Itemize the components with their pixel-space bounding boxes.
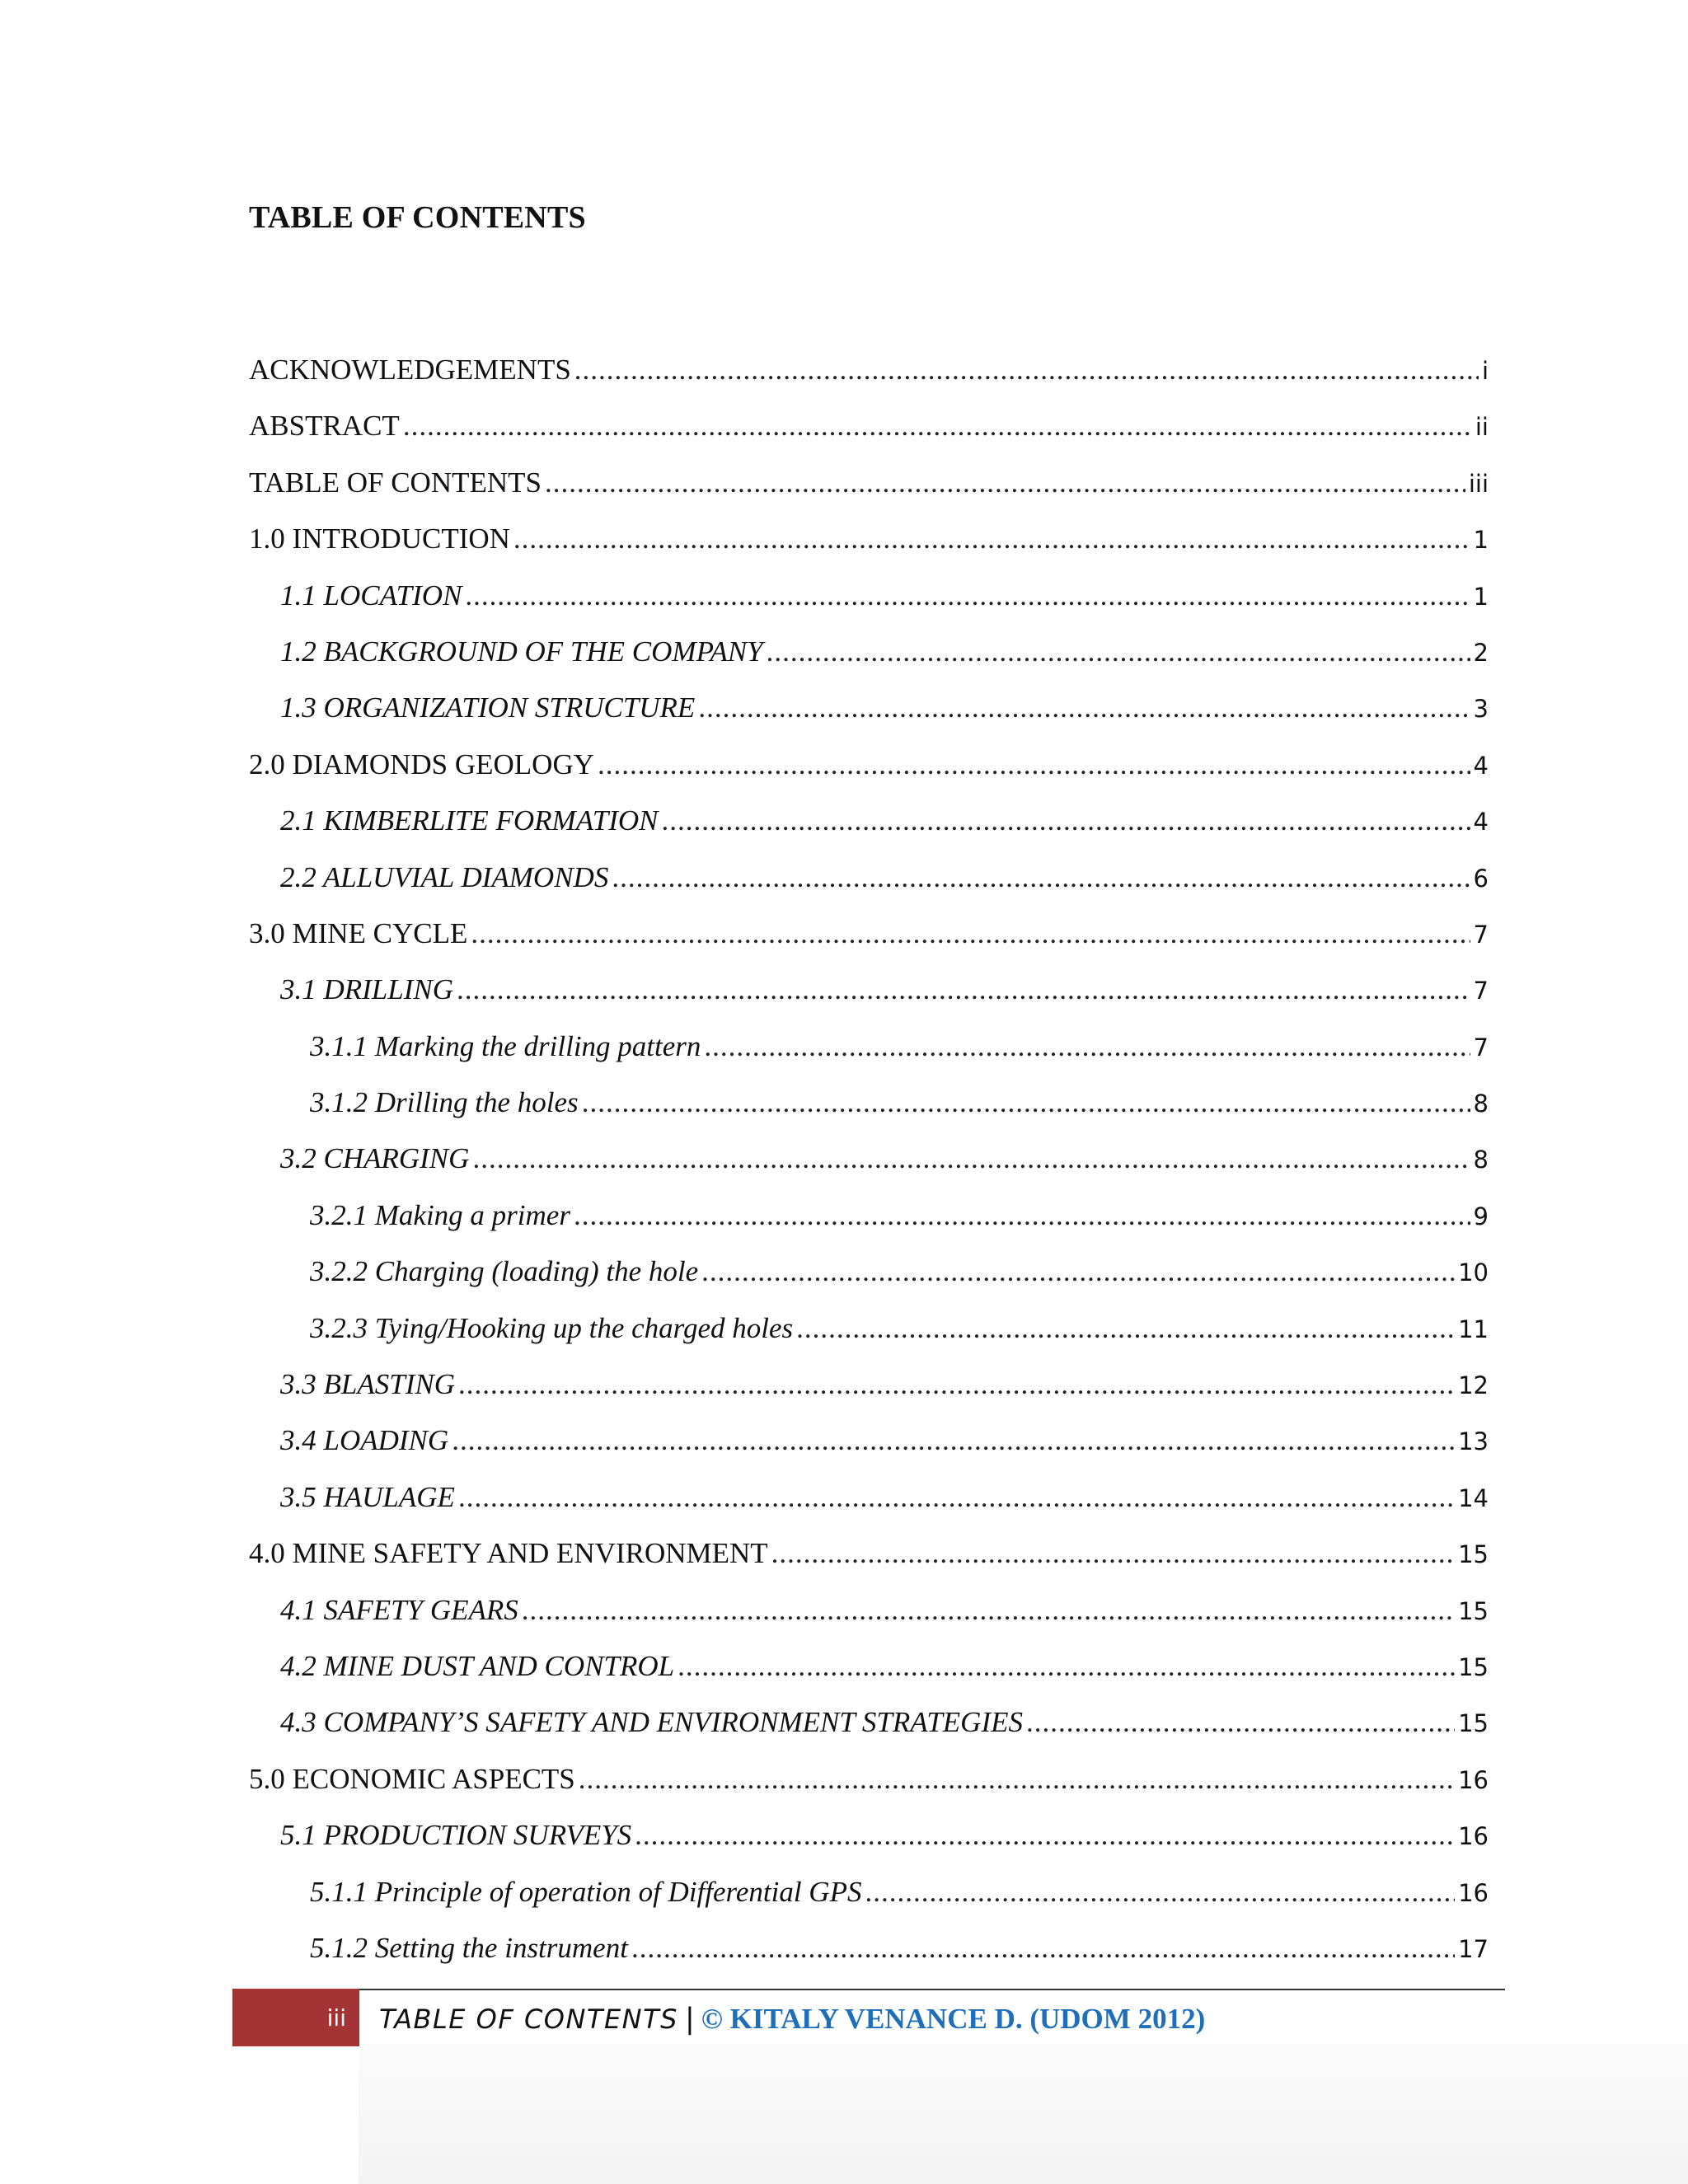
- toc-entry[interactable]: [249, 1078, 1489, 1134]
- toc-entry[interactable]: [249, 401, 1489, 457]
- toc-dot-leader: [458, 1360, 1455, 1409]
- footer-section-title: TABLE OF CONTENTS: [379, 2004, 678, 2035]
- toc-entry[interactable]: [249, 1134, 1489, 1190]
- page-title: TABLE OF CONTENTS: [249, 200, 586, 235]
- toc-dot-leader: [796, 1304, 1455, 1353]
- footer-page-tab: [232, 1989, 359, 2046]
- toc-entry-title: 4.2 MINE DUST AND CONTROL: [280, 1649, 675, 1682]
- toc-entry-title: 3.0 MINE CYCLE: [249, 916, 468, 949]
- toc-dot-leader: [545, 458, 1465, 508]
- toc-dot-leader: [579, 1755, 1455, 1804]
- toc-entry-title: 4.1 SAFETY GEARS: [280, 1593, 518, 1626]
- toc-dot-leader: [458, 1473, 1455, 1522]
- toc-entry-page: 4: [1473, 808, 1489, 837]
- toc-entry-page: 3: [1473, 695, 1489, 724]
- toc-entry-page: 8: [1473, 1146, 1489, 1174]
- toc-entry-page: 15: [1458, 1652, 1489, 1681]
- toc-entry-title: 3.5 HAULAGE: [280, 1480, 455, 1513]
- toc-entry[interactable]: [249, 1811, 1489, 1867]
- toc-entry[interactable]: [249, 627, 1489, 683]
- toc-dot-leader: [771, 1529, 1455, 1578]
- toc-dot-leader: [522, 1586, 1455, 1635]
- toc-entry-title: ACKNOWLEDGEMENTS: [249, 354, 571, 386]
- toc-entry-page: i: [1481, 357, 1489, 385]
- toc-dot-leader: [865, 1868, 1455, 1917]
- toc-entry-title: 3.2.1 Making a primer: [310, 1198, 570, 1231]
- toc-entry[interactable]: [249, 796, 1489, 852]
- toc-dot-leader: [612, 853, 1470, 902]
- toc-dot-leader: [582, 1078, 1470, 1127]
- toc-entry-page: 6: [1473, 864, 1489, 893]
- toc-entry[interactable]: [249, 909, 1489, 965]
- toc-entry-title: TABLE OF CONTENTS: [249, 466, 542, 499]
- toc-entry-page: 15: [1458, 1596, 1489, 1625]
- toc-dot-leader: [767, 627, 1470, 677]
- toc-dot-leader: [574, 345, 1479, 395]
- toc-dot-leader: [513, 514, 1470, 564]
- toc-entry-page: 16: [1458, 1822, 1489, 1851]
- table-of-contents: [249, 345, 1489, 1980]
- toc-entry-page: 10: [1458, 1258, 1489, 1287]
- toc-dot-leader: [701, 1247, 1455, 1296]
- toc-dot-leader: [403, 401, 1472, 451]
- toc-entry[interactable]: [249, 1247, 1489, 1303]
- toc-entry-page: iii: [1468, 469, 1489, 498]
- toc-entry-page: 7: [1473, 1033, 1489, 1062]
- toc-dot-leader: [631, 1924, 1455, 1973]
- toc-entry-title: 2.0 DIAMONDS GEOLOGY: [249, 748, 595, 780]
- toc-dot-leader: [1026, 1698, 1455, 1747]
- footer-copyright: © KITALY VENANCE D. (UDOM 2012): [701, 2003, 1206, 2035]
- toc-entry[interactable]: [249, 740, 1489, 796]
- toc-entry[interactable]: [249, 1360, 1489, 1416]
- toc-entry-page: ii: [1475, 413, 1489, 442]
- toc-dot-leader: [598, 740, 1470, 790]
- toc-entry-title: 3.3 BLASTING: [280, 1368, 455, 1401]
- toc-entry-page: 15: [1458, 1709, 1489, 1738]
- toc-entry[interactable]: [249, 1586, 1489, 1642]
- toc-dot-leader: [662, 796, 1470, 846]
- toc-dot-leader: [471, 909, 1470, 958]
- toc-entry-page: 1: [1473, 582, 1489, 611]
- toc-entry-page: 15: [1458, 1540, 1489, 1569]
- footer-separator: |: [684, 2003, 695, 2036]
- toc-entry-page: 13: [1458, 1427, 1489, 1456]
- toc-entry[interactable]: [249, 1304, 1489, 1360]
- toc-entry-title: 2.2 ALLUVIAL DIAMONDS: [280, 860, 609, 893]
- toc-entry-title: 1.2 BACKGROUND OF THE COMPANY: [280, 635, 763, 668]
- toc-entry-title: 5.1 PRODUCTION SURVEYS: [280, 1819, 632, 1852]
- toc-entry-page: 9: [1473, 1202, 1489, 1230]
- toc-entry[interactable]: [249, 1868, 1489, 1924]
- toc-entry-title: 2.1 KIMBERLITE FORMATION: [280, 804, 659, 837]
- toc-entry[interactable]: [249, 458, 1489, 514]
- toc-entry-title: 3.1.1 Marking the drilling pattern: [310, 1029, 701, 1062]
- toc-entry-title: 5.0 ECONOMIC ASPECTS: [249, 1762, 575, 1795]
- toc-entry-page: 7: [1473, 920, 1489, 949]
- toc-entry-page: 11: [1458, 1315, 1489, 1343]
- toc-entry-title: 4.0 MINE SAFETY AND ENVIRONMENT: [249, 1537, 768, 1570]
- toc-dot-leader: [452, 1416, 1455, 1465]
- toc-entry[interactable]: [249, 1924, 1489, 1980]
- toc-entry-page: 8: [1473, 1090, 1489, 1118]
- toc-entry[interactable]: [249, 965, 1489, 1021]
- toc-entry[interactable]: [249, 1642, 1489, 1698]
- toc-entry[interactable]: [249, 1755, 1489, 1811]
- toc-entry[interactable]: [249, 1698, 1489, 1754]
- toc-entry-page: 17: [1458, 1934, 1489, 1963]
- toc-entry-title: 3.1.2 Drilling the holes: [310, 1086, 579, 1119]
- toc-entry-title: 3.2.2 Charging (loading) the hole: [310, 1255, 699, 1288]
- toc-entry[interactable]: [249, 1191, 1489, 1247]
- toc-entry[interactable]: [249, 571, 1489, 627]
- toc-dot-leader: [574, 1191, 1470, 1240]
- toc-dot-leader: [472, 1134, 1470, 1183]
- toc-entry-page: 16: [1458, 1878, 1489, 1907]
- toc-entry[interactable]: [249, 1529, 1489, 1585]
- page-bottom-shade: [359, 2044, 1688, 2184]
- toc-dot-leader: [465, 571, 1470, 621]
- toc-entry-page: 1: [1473, 526, 1489, 555]
- footer-page-number: iii: [326, 2004, 346, 2032]
- toc-entry[interactable]: [249, 514, 1489, 570]
- toc-dot-leader: [635, 1811, 1455, 1860]
- toc-entry-title: 5.1.1 Principle of operation of Differential GPS: [310, 1875, 862, 1908]
- toc-entry-title: 3.1 DRILLING: [280, 973, 454, 1006]
- footer: [379, 1998, 1205, 2041]
- toc-entry-title: 3.4 LOADING: [280, 1424, 449, 1457]
- toc-entry[interactable]: [249, 1473, 1489, 1529]
- toc-entry-page: 4: [1473, 751, 1489, 780]
- toc-entry-page: 12: [1458, 1371, 1489, 1400]
- toc-entry[interactable]: [249, 1416, 1489, 1472]
- toc-dot-leader: [698, 683, 1470, 733]
- footer-rule: [359, 1989, 1505, 1990]
- toc-entry-page: 16: [1458, 1765, 1489, 1794]
- toc-entry-title: 4.3 COMPANY’S SAFETY AND ENVIRONMENT STRATEGIES: [280, 1706, 1023, 1739]
- toc-entry-page: 2: [1473, 638, 1489, 667]
- toc-dot-leader: [678, 1642, 1455, 1691]
- toc-entry[interactable]: [249, 683, 1489, 739]
- toc-entry-page: 7: [1473, 977, 1489, 1005]
- toc-dot-leader: [704, 1022, 1470, 1071]
- toc-entry-title: 5.1.2 Setting the instrument: [310, 1931, 628, 1964]
- toc-entry[interactable]: [249, 345, 1489, 401]
- toc-entry-title: ABSTRACT: [249, 410, 400, 443]
- toc-entry-title: 1.0 INTRODUCTION: [249, 523, 510, 555]
- toc-entry[interactable]: [249, 1022, 1489, 1078]
- toc-entry[interactable]: [249, 853, 1489, 909]
- toc-entry-title: 3.2.3 Tying/Hooking up the charged holes: [310, 1311, 794, 1344]
- toc-entry-title: 1.1 LOCATION: [280, 579, 462, 612]
- toc-entry-title: 3.2 CHARGING: [280, 1142, 470, 1175]
- toc-entry-title: 1.3 ORGANIZATION STRUCTURE: [280, 691, 696, 724]
- toc-entry-page: 14: [1458, 1483, 1489, 1512]
- toc-dot-leader: [457, 965, 1470, 1015]
